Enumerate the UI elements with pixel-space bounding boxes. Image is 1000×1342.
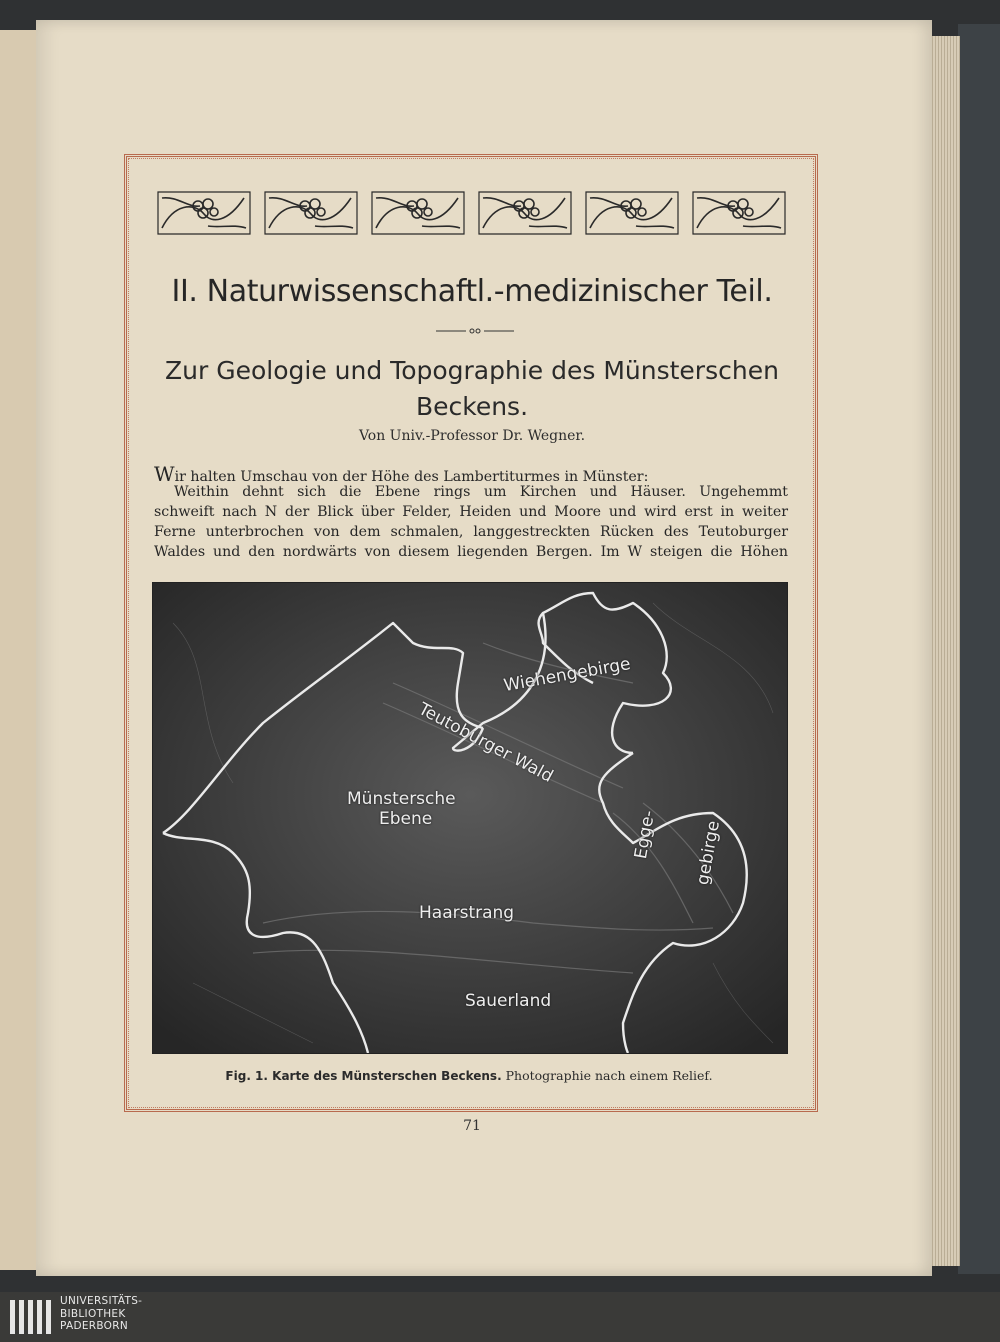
page-stack-edge	[930, 36, 960, 1266]
map-label-egge-1: Egge-	[631, 808, 660, 861]
page-number: 71	[463, 1118, 481, 1134]
map-label-teutoburger-wald: Teutoburger Wald	[415, 699, 557, 787]
map-label-wiehengebirge: Wiehengebirge	[502, 654, 633, 696]
book-cover-edge	[958, 24, 1000, 1274]
article-title-line-2: Beckens.	[415, 392, 529, 421]
body-line-1-text: ir halten Umschau von der Höhe des Lambertiturmes in Münster:	[174, 469, 649, 485]
figure-caption-bold: Fig. 1. Karte des Münsterschen Beckens.	[225, 1069, 502, 1083]
body-line-3: schweift nach N der Blick über Felder, Heiden und Moore und wird erst in weiter	[154, 504, 788, 520]
library-name-line-1: UNIVERSITÄTS-	[60, 1295, 143, 1307]
body-line-4: Ferne unterbrochen von dem schmalen, langgestreckten Rücken des Teutoburger	[154, 524, 788, 540]
article-title-line-1: Zur Geologie und Topographie des Münsterschen	[165, 356, 779, 385]
map-label-egge-2: gebirge	[693, 819, 724, 887]
art-nouveau-ornament	[154, 184, 790, 242]
body-line-1	[154, 462, 788, 486]
library-footer-bar	[0, 1292, 1000, 1342]
map-label-muensterische-ebene-1: Münstersche	[347, 789, 456, 809]
body-line-5: Waldes und den nordwärts von diesem liegenden Bergen. Im W steigen die Höhen	[154, 544, 788, 560]
relief-map-figure	[152, 582, 788, 1054]
figure-caption	[152, 1068, 786, 1083]
figure-caption-rest: Photographie nach einem Relief.	[505, 1068, 713, 1083]
body-line-2: Weithin dehnt sich die Ebene rings um Kirchen und Häuser. Ungehemmt	[174, 484, 788, 500]
drop-cap: W	[154, 462, 175, 486]
map-label-haarstrang: Haarstrang	[419, 903, 515, 923]
library-name-line-2: BIBLIOTHEK	[60, 1307, 126, 1320]
university-library-logo	[8, 1296, 54, 1338]
library-name	[60, 1295, 142, 1333]
title-rule	[436, 328, 514, 334]
map-label-muensterische-ebene-2: Ebene	[379, 809, 433, 829]
library-name-line-3: PADERBORN	[60, 1320, 128, 1332]
byline: Von Univ.-Professor Dr. Wegner.	[358, 428, 586, 444]
section-title: II. Naturwissenschaftl.-medizinischer Teil.	[171, 274, 773, 309]
relief-map-drawing	[153, 583, 787, 1053]
map-label-sauerland: Sauerland	[465, 991, 552, 1011]
left-page-edge	[0, 30, 40, 1270]
